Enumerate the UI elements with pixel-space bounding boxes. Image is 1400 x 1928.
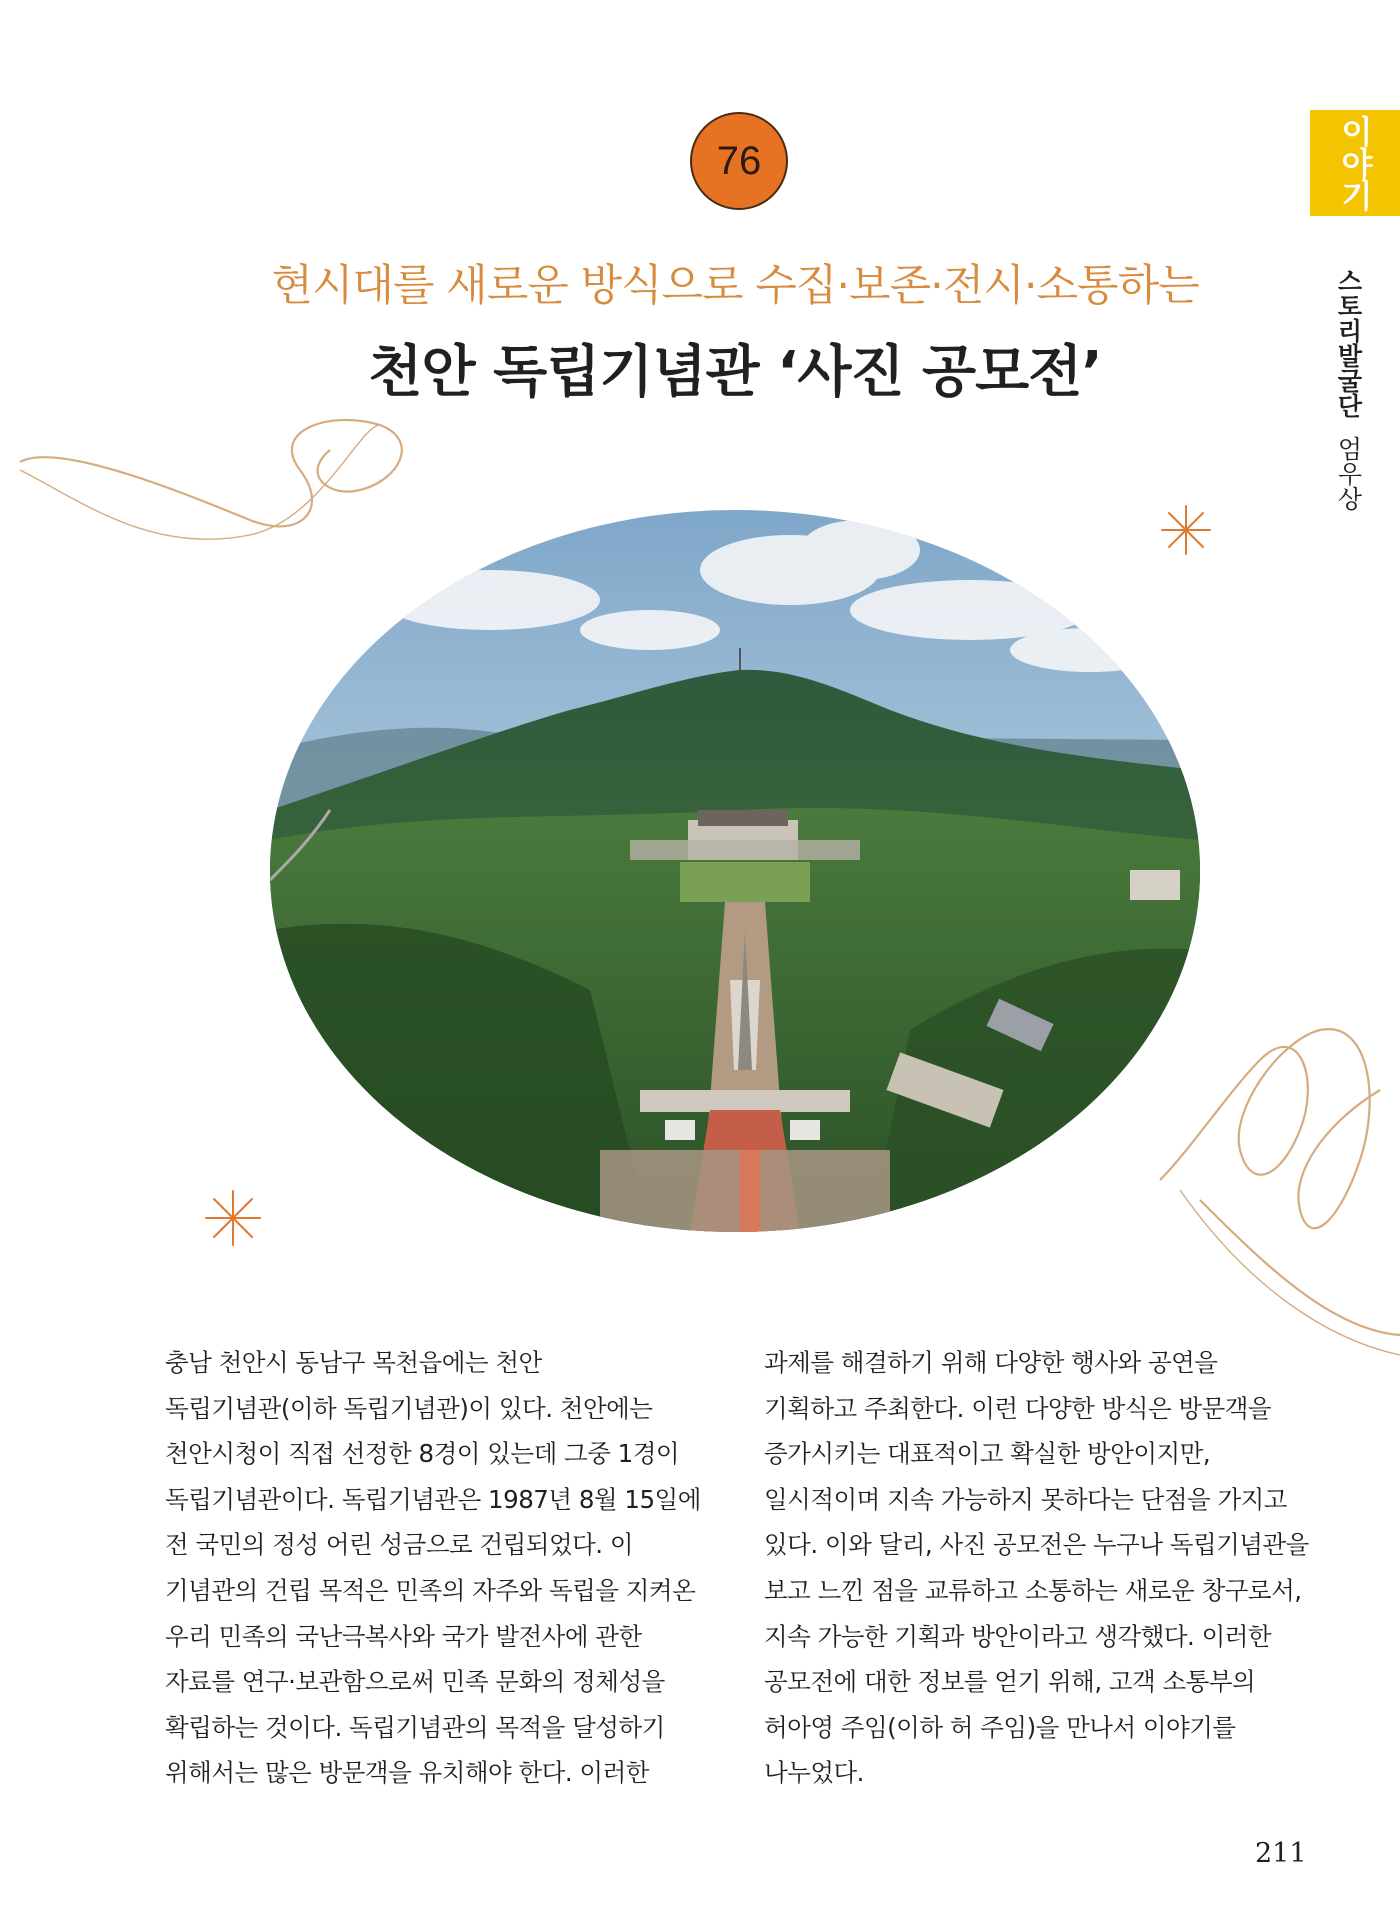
body-column-right: [764, 1340, 1324, 1796]
body-line: 증가시키는 대표적이고 확실한 방안이지만,: [764, 1439, 1211, 1469]
body-line: 공모전에 대한 정보를 얻기 위해, 고객 소통부의: [764, 1667, 1256, 1697]
body-line: 기획하고 주최한다. 이런 다양한 방식은 방문객을: [764, 1393, 1272, 1423]
aerial-photo: [270, 510, 1200, 1232]
body-line: 보고 느낀 점을 교류하고 소통하는 새로운 창구로서,: [764, 1575, 1302, 1605]
body-line: 충남 천안시 동남구 목천읍에는 천안: [165, 1348, 542, 1377]
page-number: 211: [1255, 1838, 1307, 1869]
body-line: 지속 가능한 기획과 방안이라고 생각했다. 이러한: [764, 1621, 1272, 1651]
body-line: 자료를 연구·보관함으로써 민족 문화의 정체성을: [165, 1667, 665, 1697]
sparkle-icon: [206, 1191, 260, 1245]
section-tab-label: 이야기: [1336, 115, 1374, 211]
body-line: 있다. 이와 달리, 사진 공모전은 누구나 독립기념관을: [764, 1530, 1309, 1560]
body-line: 일시적이며 지속 가능하지 못하다는 단점을 가지고: [764, 1484, 1287, 1514]
section-tab[interactable]: [1310, 110, 1400, 216]
body-line: 허아영 주임(이하 허 주임)을 만나서 이야기를: [764, 1712, 1236, 1742]
body-line: 기념관의 건립 목적은 민족의 자주와 독립을 지켜온: [165, 1575, 696, 1605]
body-line: 독립기념관(이하 독립기념관)이 있다. 천안에는: [165, 1393, 653, 1423]
sidebar-section: 스토리발굴단: [1334, 268, 1363, 418]
aerial-photo-independence-hall-icon: [270, 510, 1200, 1232]
body-line: 나누었다.: [764, 1758, 864, 1788]
sidebar-author: 엄우상: [1334, 436, 1363, 511]
body-line: 위해서는 많은 방문객을 유치해야 한다. 이러한: [165, 1758, 649, 1788]
body-line: 확립하는 것이다. 독립기념관의 목적을 달성하기: [165, 1712, 665, 1742]
article-subtitle: 현시대를 새로운 방식으로 수집·보존·전시·소통하는: [271, 261, 1199, 311]
body-line: 우리 민족의 국난극복사와 국가 발전사에 관한: [165, 1621, 642, 1651]
sidebar-label: [1330, 268, 1366, 511]
body-line: 독립기념관이다. 독립기념관은 1987년 8월 15일에: [165, 1484, 701, 1514]
body-column-left: [165, 1340, 725, 1796]
article-number: 76: [716, 138, 762, 183]
article-title: 천안 독립기념관 ‘사진 공모전’: [368, 340, 1102, 405]
article-number-badge: [690, 112, 788, 210]
body-line: 천안시청이 직접 선정한 8경이 있는데 그중 1경이: [165, 1439, 680, 1469]
sparkle-icon: [1162, 506, 1210, 554]
body-line: 과제를 해결하기 위해 다양한 행사와 공연을: [764, 1348, 1218, 1377]
body-line: 전 국민의 정성 어린 성금으로 건립되었다. 이: [165, 1530, 634, 1560]
